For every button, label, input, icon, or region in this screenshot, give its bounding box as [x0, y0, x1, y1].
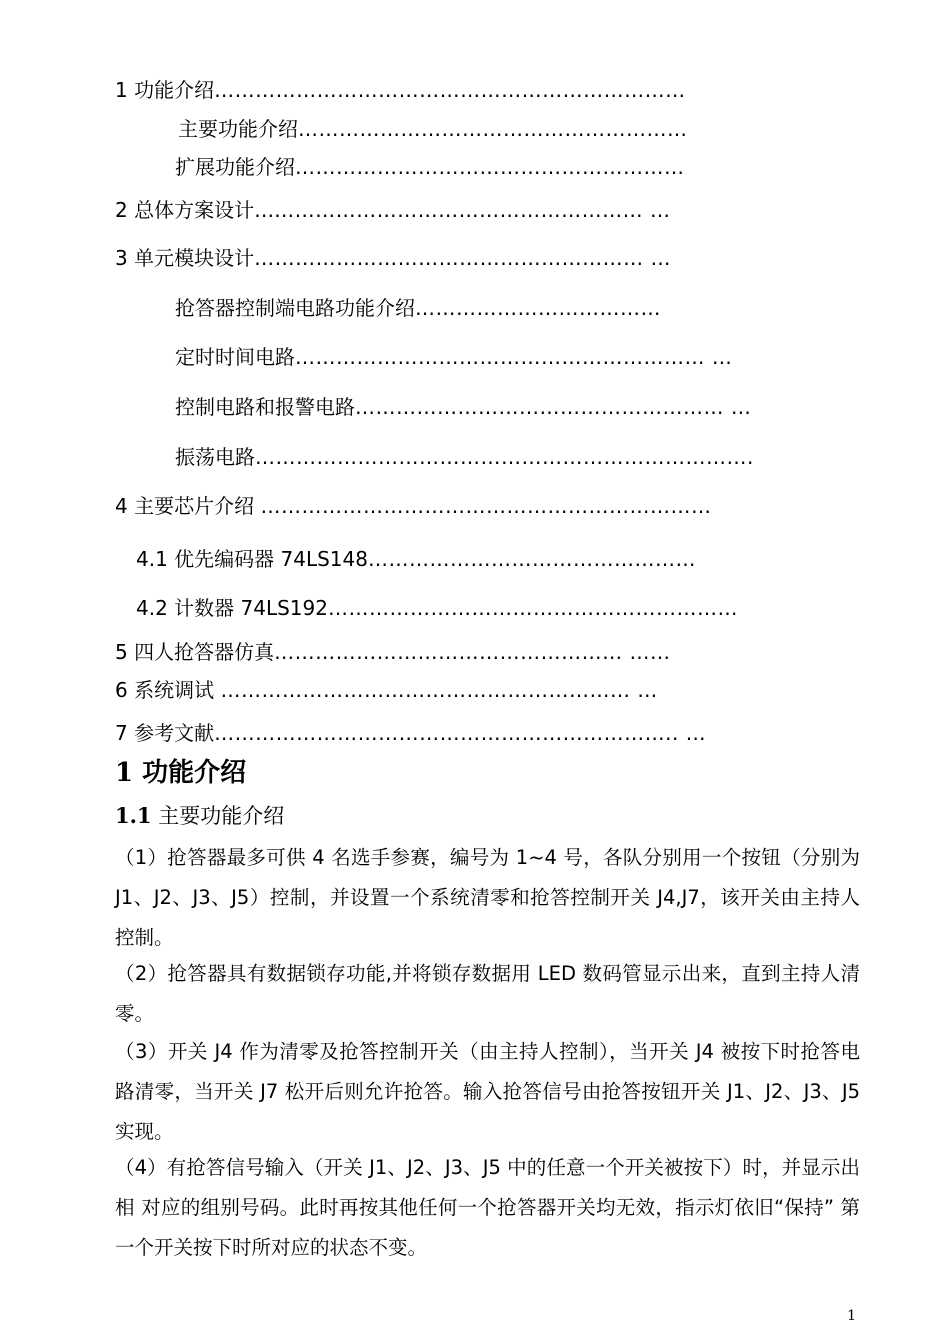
- toc-entry[interactable]: 1 功能介绍……………………………………………………………: [115, 78, 686, 102]
- toc-entry[interactable]: 4 主要芯片介绍 …………………………………………………………: [115, 494, 712, 518]
- toc-entry[interactable]: 抢答器控制端电路功能介绍………………………………: [175, 296, 661, 320]
- toc-entry[interactable]: 2 总体方案设计………………………………………………… …: [115, 198, 671, 222]
- toc-entry[interactable]: 扩展功能介绍…………………………………………………: [175, 155, 685, 179]
- subsection-title: 主要功能介绍: [151, 804, 285, 828]
- page-number: 1: [847, 1308, 856, 1324]
- toc-entry[interactable]: 振荡电路……………………………………………………………….: [175, 445, 754, 469]
- toc-entry[interactable]: 4.2 计数器 74LS192……………………………………………………: [136, 596, 738, 620]
- toc-entry[interactable]: 主要功能介绍…………………………………………………: [178, 117, 688, 141]
- body-paragraph: （3）开关 J4 作为清零及抢答控制开关（由主持人控制），当开关 J4 被按下时抢答电路清零，当开关 J7 松开后则允许抢答。输入抢答信号由抢答按钮开关 J1、J2、J3、J5 实现。: [115, 1040, 860, 1143]
- toc-entry[interactable]: 7 参考文献………………………………………………………….. …: [115, 721, 707, 745]
- subsection-number: 1.1: [115, 803, 152, 828]
- subsection-heading: [115, 801, 284, 831]
- toc-entry[interactable]: 控制电路和报警电路……………………………………………… …: [175, 395, 752, 419]
- toc-entry[interactable]: 6 系统调试 …………………………………………………… …: [115, 678, 658, 702]
- body-paragraph: （2）抢答器具有数据锁存功能,并将锁存数据用 LED 数码管显示出来，直到主持人清零。: [115, 962, 860, 1025]
- body-paragraph: （1）抢答器最多可供 4 名选手参赛，编号为 1~4 号，各队分别用一个按钮（分别为 J1、J2、J3、J5）控制，并设置一个系统清零和抢答控制开关 J4,J7，该开关由主持人控制。: [115, 846, 860, 949]
- toc-entry[interactable]: 定时时间电路…………………………………………………… …: [175, 345, 733, 369]
- toc-entry[interactable]: 3 单元模块设计………………………………………………… …: [115, 246, 671, 270]
- body-paragraph: （4）有抢答信号输入（开关 J1、J2、J3、J5 中的任意一个开关被按下）时，并显示出相 对应的组别号码。此时再按其他任何一个抢答器开关均无效，指示灯依旧“保持” 第一个开关按下时所对应的状态不变。: [115, 1156, 860, 1259]
- section-heading: 1 功能介绍: [115, 758, 247, 788]
- toc-entry[interactable]: 5 四人抢答器仿真…………………………………………… ……: [115, 640, 671, 664]
- toc-entry[interactable]: 4.1 优先编码器 74LS148…………………………………………: [136, 547, 696, 571]
